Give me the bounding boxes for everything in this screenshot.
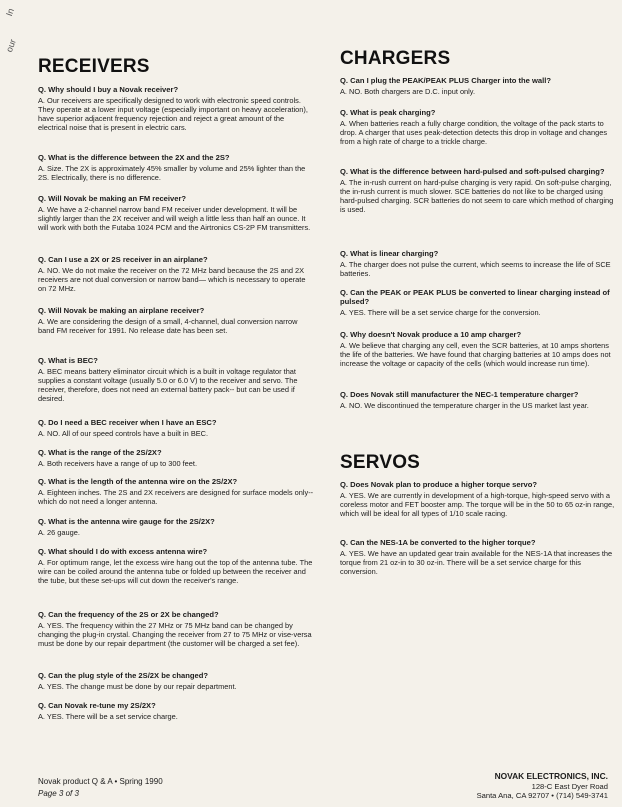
answer: A. We are considering the design of a small, 4-channel, dual conversion narrow band FM receiver for 1991. No release date has been set. [38, 316, 298, 335]
answer: A. Size. The 2X is approximately 45% smaller by volume and 25% lighter than the 2S. Electrically, there is no difference. [38, 163, 306, 182]
answer: A. 26 gauge. [38, 527, 80, 537]
question: Q. What is peak charging? [340, 108, 436, 117]
chargers-heading: CHARGERS [340, 48, 451, 69]
qa-item [340, 480, 616, 518]
qa-item [38, 356, 314, 403]
answer: A. Both receivers have a range of up to 300 feet. [38, 458, 197, 468]
answer: A. Eighteen inches. The 2S and 2X receivers are designed for surface models only-- which do not need a longer antenna. [38, 487, 314, 506]
address-line: Santa Ana, CA 92707 • (714) 549-3741 [476, 791, 608, 800]
question: Q. What is BEC? [38, 356, 98, 365]
qa-item [38, 418, 314, 438]
question: Q. Why should I buy a Novak receiver? [38, 85, 179, 94]
question: Q. Will Novak be making an FM receiver? [38, 194, 187, 203]
answer: A. NO. Both chargers are D.C. input only. [340, 86, 476, 96]
answer: A. YES. The frequency within the 27 MHz or 75 MHz band can be changed by changing the plug-in crystal. Changing the receiver from 27 to 75 MHz or vise-versa must be done by our repair department (the customer will be charged a set fee). [38, 620, 312, 648]
footer-publication: Novak product Q & A • Spring 1990 [38, 777, 163, 786]
qa-item [38, 448, 314, 468]
qa-item [38, 671, 314, 691]
question: Q. Why doesn't Novak produce a 10 amp charger? [340, 330, 522, 339]
answer: A. We have a 2-channel narrow band FM receiver under development. It will be slightly larger than the 2X receiver and will weigh a little less than half an ounce. It will work with both the Futaba 1024 PCM and the Airtronics CS-2P FM transmitters. [38, 204, 311, 232]
qa-item [340, 76, 616, 96]
answer: A. Our receivers are specifically designed to work with electronic speed controls. They operate at a lower input voltage (especially important on heavy acceleration), have superior adjacent frequency rejection and reject a great amount of the electrical noise that is present in electric cars. [38, 95, 308, 132]
question: Q. What is the difference between hard-pulsed and soft-pulsed charging? [340, 167, 605, 176]
qa-item [340, 390, 616, 410]
qa-item [340, 249, 616, 278]
qa-item [340, 108, 616, 146]
question: Q. What is the length of the antenna wire on the 2S/2X? [38, 477, 238, 486]
question: Q. Does Novak still manufacturer the NEC-1 temperature charger? [340, 390, 579, 399]
answer: A. NO. We do not make the receiver on the 72 MHz band because the 2S and 2X receivers are not dual conversion or narrow band— which is necessary to operate on 72 MHz. [38, 265, 306, 293]
qa-item [38, 547, 314, 585]
answer: A. YES. There will be a set service charge for the conversion. [340, 307, 541, 317]
footer-right [477, 772, 608, 801]
answer: A. NO. All of our speed controls have a built in BEC. [38, 428, 209, 438]
margin-note: In [4, 6, 16, 18]
qa-item [38, 194, 314, 232]
question: Q. Do I need a BEC receiver when I have an ESC? [38, 418, 217, 427]
answer: A. YES. We are currently in development of a high-torque, high-speed servo with a coreless motor and FET booster amp. The torque will be in the 50 to 65 oz-in range, which will be ideal for all types of 1/10 scale racing. [340, 490, 615, 518]
answer: A. We believe that charging any cell, even the SCR batteries, at 10 amps shortens the life of the batteries. We have found that charging batteries at 10 amps does not increase the voltage or capacity of the cells (which would increase run time). [340, 340, 611, 368]
answer: A. The in-rush current on hard-pulse charging is very rapid. On soft-pulse charging, the in-rush current is much slower. SCE batteries do not like to be charged using hard-pulsed charging. SCR batteries do not seem to care which method of charging is used. [340, 177, 614, 214]
qa-item [38, 701, 314, 721]
answer: A. When batteries reach a fully charge condition, the voltage of the pack starts to drop. A charger that uses peak-detection detects this drop in voltage and changes from a high rate of charge to a trickle charge. [340, 118, 608, 146]
qa-item [38, 153, 314, 182]
answer: A. YES. We have an updated gear train available for the NES-1A that increases the torque from 21 oz-in to 30 oz-in. There will be a set service charge for this conversion. [340, 548, 613, 576]
question: Q. Can the PEAK or PEAK PLUS be converted to linear charging instead of pulsed? [340, 288, 610, 307]
servos-heading: SERVOS [340, 452, 421, 473]
qa-item [38, 477, 314, 506]
question: Q. Can Novak re-tune my 2S/2X? [38, 701, 156, 710]
question: Q. Can the NES-1A be converted to the higher torque? [340, 538, 536, 547]
receivers-heading: RECEIVERS [38, 56, 150, 77]
question: Q. What is the antenna wire gauge for the 2S/2X? [38, 517, 215, 526]
address-line: 128-C East Dyer Road [531, 781, 608, 791]
qa-item [340, 288, 616, 317]
qa-item [38, 85, 314, 132]
qa-item [38, 517, 314, 537]
question: Q. Can the plug style of the 2S/2X be changed? [38, 671, 209, 680]
answer: A. For optimum range, let the excess wire hang out the top of the antenna tube. The wire can be coiled around the antenna tube or folded up between the receiver and the tube, but these set-ups will cut down the receiver's range. [38, 557, 313, 585]
qa-item [340, 330, 616, 368]
answer: A. NO. We discontinued the temperature charger in the US market last year. [340, 400, 589, 410]
company-name: NOVAK ELECTRONICS, INC. [494, 771, 608, 781]
question: Q. Can I plug the PEAK/PEAK PLUS Charger into the wall? [340, 76, 551, 85]
question: Q. Will Novak be making an airplane receiver? [38, 306, 205, 315]
question: Q. Can I use a 2X or 2S receiver in an airplane? [38, 255, 208, 264]
answer: A. YES. The change must be done by our repair department. [38, 681, 237, 691]
question: Q. What is the range of the 2S/2X? [38, 448, 162, 457]
question: Q. Can the frequency of the 2S or 2X be changed? [38, 610, 219, 619]
question: Q. What should I do with excess antenna wire? [38, 547, 208, 556]
answer: A. The charger does not pulse the current, which seems to increase the life of SCE batteries. [340, 259, 611, 278]
margin-note: our [4, 37, 18, 54]
qa-item [38, 610, 314, 648]
qa-item [340, 538, 616, 576]
page-number: Page 3 of 3 [38, 789, 79, 798]
answer: A. BEC means battery eliminator circuit which is a built in voltage regulator that supplies a constant voltage (usually 5.0 or 6.0 V) to the receiver and servo. The receiver, therefore, does not need an external battery pack-- but can be used if desired. [38, 366, 298, 403]
question: Q. What is the difference between the 2X and the 2S? [38, 153, 230, 162]
qa-item [38, 306, 314, 335]
question: Q. What is linear charging? [340, 249, 439, 258]
qa-item [38, 255, 314, 293]
question: Q. Does Novak plan to produce a higher torque servo? [340, 480, 538, 489]
footer-left [38, 776, 163, 800]
answer: A. YES. There will be a set service charge. [38, 711, 178, 721]
qa-item [340, 167, 616, 214]
